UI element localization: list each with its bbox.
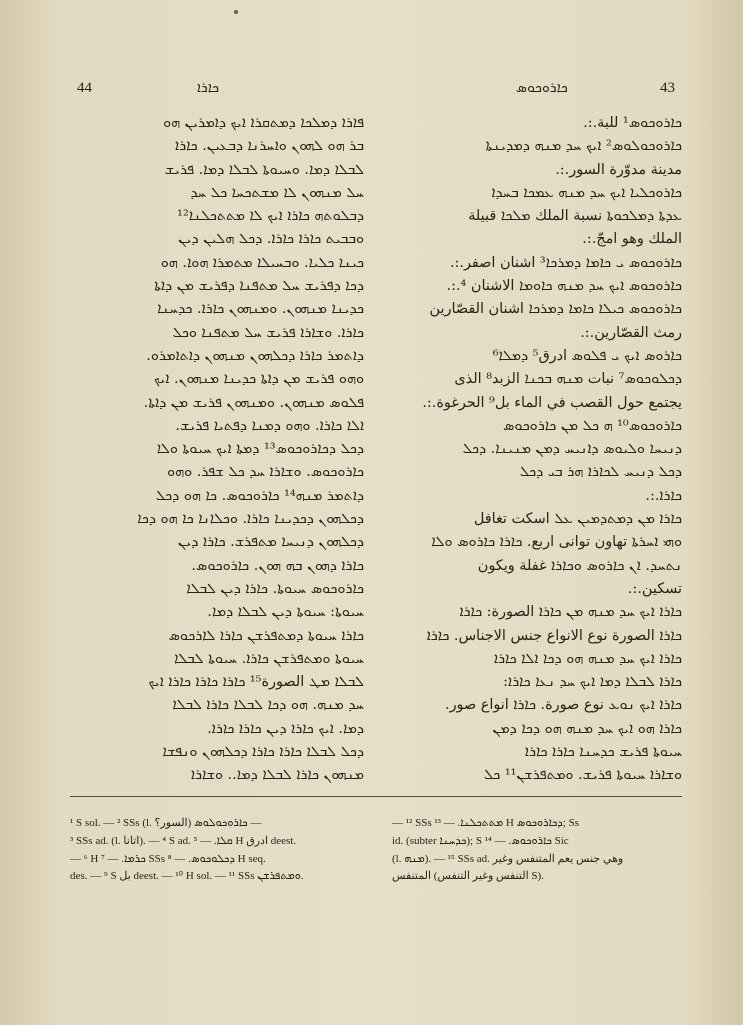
text-line: ܚܝܘܬܐ ܘܡܬܦܪܫܢ ܟܐܪܐ. ܚܝܘܬܐ ܠܒܠܐ [174,650,364,667]
text-line: ܦܠܘܣ ܡܢܗܘܢ. ܘܡܢܗܘܢ ܦܪܝܫ ܡܢ ܕܐܬܐ. [143,394,364,411]
text-line: مدينة مدوّرة السور.:. [555,161,682,178]
text-line: ܟܝܢܐ ܟܠܝܐ. ܘܒܚܝܠܐ ܡܬܡܪܐ ܗܘܐ. ܗܘ [160,254,364,271]
text-line: ܕܢܝܚܐ ܘܠܝܘܣ ܕܐܢܝܚ ܕܡܢ ܡܢܝܢܐ. ܕܟܠ [462,441,682,458]
text-line: ܦܐܪܐ ܕܡܠܟܐ ܕܡܬܩܪܐ ܐܝܟ ܕܐܡܪܝܢ ܗܘ [163,115,364,131]
right-running-head: ܟܐܪܘܟܘܣ [516,80,568,96]
text-line: ܘܫܐܪܐ ܚܝܘܬܐ ܦܪܝܫ. ܘܡܬܦܪܫܢ¹¹ ܟܠ [483,767,682,784]
text-line: ܟܐܪܘܟܘܣ ܚܝܘܬܐ. ܟܐܪܐ ܕܝܢ ܠܒܠܐ [186,580,364,597]
text-line: ܕܟܠ ܕܟܐܪܘܟܘܣ¹³ ܕܡܬܐ ܐܝܟ ܚܝܘܬܐ ܘܠܐ [156,441,364,458]
text-line: ܟܐܪܐ ܚܝܘܬܐ ܕܡܬܦܪܫܢ ܟܐܪܐ ܠܐܪܟܘܣ [168,627,364,644]
text-line: ܠܒܠܐ ܡܛ الصورة¹⁵ ܟܐܪܐ ܟܐܪܐ ܟܐܪܐ ܐܝܟ [148,674,364,691]
footnote-divider [70,796,682,797]
text-line: ܘܗܘ ܦܪܝܫ ܡܢ ܕܐܬܐ ܟܕܝܢܐ ܡܢܗܘܢ. ܐܝܟ [153,371,364,388]
text-line: ܟܐܪܘܟܘܣ ܝ ܟܐܡܐ ܕܡܪܟܐ³ اشنان اصفر.:. [449,254,682,271]
text-line: ܟܐܪܐ ܠܒܠܐ ܕܡܐ ܐܝܟ ܚܕ ܢܥܐ ܟܐܪܐ: [503,674,682,691]
text-line: ܐܠܐ ܟܐܪܐ. ܘܗܘ ܕܡܢܐ ܕܦܬܝܐ ܦܪܝܫ. [175,417,364,434]
text-line: الملك وهو امجّ.:. [582,231,682,248]
footnote-line: ¹ S sol. — ² SSs (l. السور؟) ܟܐܪܘܟܘܠܘܣ — [70,817,262,829]
text-line: ܟܐܪܐ ܕܗܘܢ ܒܗ ܗܘܢ. ܟܐܪܘܟܘܣ. [191,557,364,574]
left-text-column [74,112,364,788]
right-footnotes [392,815,682,886]
text-line: ܟܐܪܐ ܗܘ ܐܝܟ ܚܕ ܡܢܗ ܗܘ ܕܟܐ ܕܡܢ [492,720,682,737]
text-line: ܚܝܘܬܐ: ܚܝܘܬܐ ܕܝܢ ܠܒܠܐ ܕܡܐ. [207,604,364,621]
footnote-line: (l. ܡܢܗ). — ¹⁵ SSs ad. وهي جنس يعم المتنفس وغير [392,852,624,865]
text-line: ܟܐܪܘܟܘܣ¹ للبة.:. [583,115,682,131]
text-line: ܕܟܠܘܟܘܣ⁷ نبات ܡܢܗ ܒܟܢܐ الزبد⁸ الذى [454,371,682,388]
text-line: ܕܟܠܗܘܢ ܕܟܕܝܢܐ ܟܐܪܐ. ܘܟܠܐܢܐ ܟܐ ܗܘ ܕܟܐ [137,511,364,528]
text-line: ܕܡܐ. ܐܝܟ ܟܐܪܐ ܕܝܢ ܟܐܪܐ ܟܐܪܐ. [207,720,364,737]
text-line: ܟܐܪܐ.:. [645,487,682,504]
footnote-line: — ⁶ H ܟܪܡܐ. — ⁷ SSs ܕܟܠܘܟܘܣ. — ⁸ H seq. [70,852,266,865]
right-page-number: 43 [660,80,675,96]
text-line: ܟܐܪܐ ܡܢ ܕܡܬܕܡܝܢ ܥܠ اسكت تغافل [473,511,682,528]
text-line: ܚܝܘܬܐ ܦܪܝܫ ܟܕܚܢܐ ܟܐܪܐ ܟܐܪܐ [524,744,682,761]
text-line: ܟܐܪܘܟܘܠܘܣ² ܐܝܟ ܚܕ ܡܢܗ ܕܡܕܝܢܬܐ [485,138,682,155]
text-line: ܥܕܬܐ ܕܡܠܟܘܬܐ نسبة الملك ܡܠܟܐ قبيلة [468,208,682,225]
text-line: ܢܬܚܕ. ܐܢ ܟܐܪܘܣ ܘܟܐܪܐ غفلة ويكون [477,557,682,574]
text-line: رمث القصّارين.:. [580,324,682,341]
text-line: ܚܕ ܡܢܗ. ܗܘ ܕܟܐ ܠܒܠܐ ܟܐܪܐ ܠܒܠܐ [172,697,364,714]
text-line: ܟܐܪܐ الصورة نوع الانواع جنس الاجناس. ܟܐܪܐ [426,627,682,644]
text-line: ܟܐܪܘܟܘܣ ܐܝܟ ܚܕ ܡܢܗ ܟܐܘܡܐ الاشنان ⁴.:. [446,278,682,295]
left-page-number: 44 [77,80,92,96]
footnote-line: des. — ⁹ S بل deest. — ¹⁰ H sol. — ¹¹ SSs ܘܡܬܦܪܫܢ. [70,870,304,883]
text-line: ܠܒܠܐ ܕܡܐ. ܘܚܝܘܬܐ ܠܒܠܐ ܕܡܐ. ܦܪܝܫ [164,161,364,178]
text-line: يجتمع حول القصب في الماء بل⁹ الحرغوة.:. [422,394,682,411]
text-line: ܕܟܠ ܠܒܠܐ ܟܐܪܐ ܟܐܪܐ ܕܟܠܗܘܢ ܘܢܦܫܐ [162,744,364,761]
text-line: ܟܐܪܐ ܐܝܟ ܚܕ ܡܢܗ ܡܢ ܟܐܪܐ الصورة: ܟܐܪܐ [459,604,682,621]
text-line: ܕܟܠܗܘܢ ܕܢܝܚܐ ܡܬܦܪܫ. ܟܐܪܐ ܕܝܢ [177,534,364,551]
left-running-head: ܟܐܪܐ [197,80,219,96]
left-footnotes [70,815,360,886]
text-line: ܕܐܬܡܪ ܡܢܗ¹⁴ ܟܐܪܘܟܘܣ. ܟܐ ܗܘ ܕܟܠ [155,487,364,504]
text-line: ܕܟܐ ܕܦܪܝܫ ܚܠ ܡܬܦܢܐ ܕܦܪܝܫ ܡܢ ܕܐܬܐ [154,278,364,295]
text-line: تسكين.:. [627,580,682,597]
page-speck [234,10,238,14]
footnote-line: id. (subter ܟܕܚܢܐ); S ܟܐܪܘܟܘܣ. — ¹⁴ Sic [392,834,569,847]
text-line: ܟܐܪܘܟܠܝܐ ܐܝܟ ܚܕ ܡܢܗ ܥܡܟܐ ܒܚܕܐ [491,184,682,201]
text-line: ܟܐܪܘܟܘܣ¹⁰ ܗ ܟܠ ܡܢ ܟܐܪܘܟܘܣ [502,417,682,434]
text-line: ܟܐܪܐ. ܘܫܐܪܐ ܦܪܝܫ ܚܠ ܡܬܦܢܐ ܘܟܠ [172,324,364,341]
text-line: ܡܢܗܘܢ ܟܐܪܐ ܠܒܠܐ ܕܡܐ.. ܘܫܐܪܐ [190,767,364,784]
footnote-line: المتنفس (التنفس وغير التنفس S). [392,870,544,883]
text-line: ܟܐܪܘܟܘܣ. ܘܫܐܪܐ ܚܕ ܟܠ ܫܦܪ. ܘܗܘ [167,464,364,481]
text-line: ܕܐܬܡܪ ܟܐܪܐ ܕܟܠܗܘܢ ܡܢܗܘܢ ܕܐܬܐܡܪܘ. [146,347,364,364]
right-text-column [392,112,682,788]
text-line: ܟܐܪܘܣ ܐܝܟ ܝ ܦܠܘܣ ادرق⁵ ܕܡܠܐ⁶ [492,347,682,364]
footnote-line: — ¹² SSs ܡܬܬܟܠܢܐ. — ¹³ H ܕܟܐܪܘܟܘܣ; Ss [392,817,580,829]
text-line: ܕܒܠܘܬܗ ܟܐܪܐ ܐܝܟ ܠܐ ܡܬܬܟܠܢܐ¹² [177,208,364,225]
text-line: ܘܗܝ ܐܚܪܬܐ تهاون توانى اربع. ܟܐܪܐ ܟܐܪܘܣ ܘܠܐ [431,534,682,551]
text-line: ܟܐܪܘܟܘܣ ܟܝܠܐ ܟܐܡܐ ܕܡܪܟܐ اشنان القصّارين [429,301,682,318]
text-line: ܟܐܪܐ ܐܝܟ ܢܘܥ نوع صورة. ܟܐܪܐ انواع صور. [445,697,682,714]
footnote-line: ³ SSs ad. (l. اتانا). — ⁴ S ad. ܩܠܐ. — ⁵ H ادرق deest. [70,834,297,847]
text-line: ܕܟܠ ܕܢܝܚ ܠܟܐܪܐ ܗܪ ܒܝ ܕܟܠ [519,464,682,481]
text-line: ܒܪ ܗܘ ܠܗܘܢ ܘܐܚܪܢܐ ܕܒܥܝܢ. ܟܐܪܐ [175,138,364,155]
text-line: ܘܒܒܝܬ ܟܐܪܐ ܟܐܪܐ. ܕܟܠ ܗܠܝܢ ܕܝܢ [178,231,364,248]
text-line: ܟܐܪܐ ܐܝܟ ܚܕ ܡܢܗ ܗܘ ܕܟܐ ܐܠܐ ܟܐܪܐ [493,650,682,667]
text-line: ܚܠ ܡܢܗܘܢ ܠܐ ܡܫܬܟܚܐ ܟܠ ܚܕ [190,184,364,201]
text-line: ܟܕܝܢܐ ܡܢܗܘܢ. ܘܡܢܗܘܢ ܟܐܪܐ. ܟܕܚܢܐ [157,301,364,318]
